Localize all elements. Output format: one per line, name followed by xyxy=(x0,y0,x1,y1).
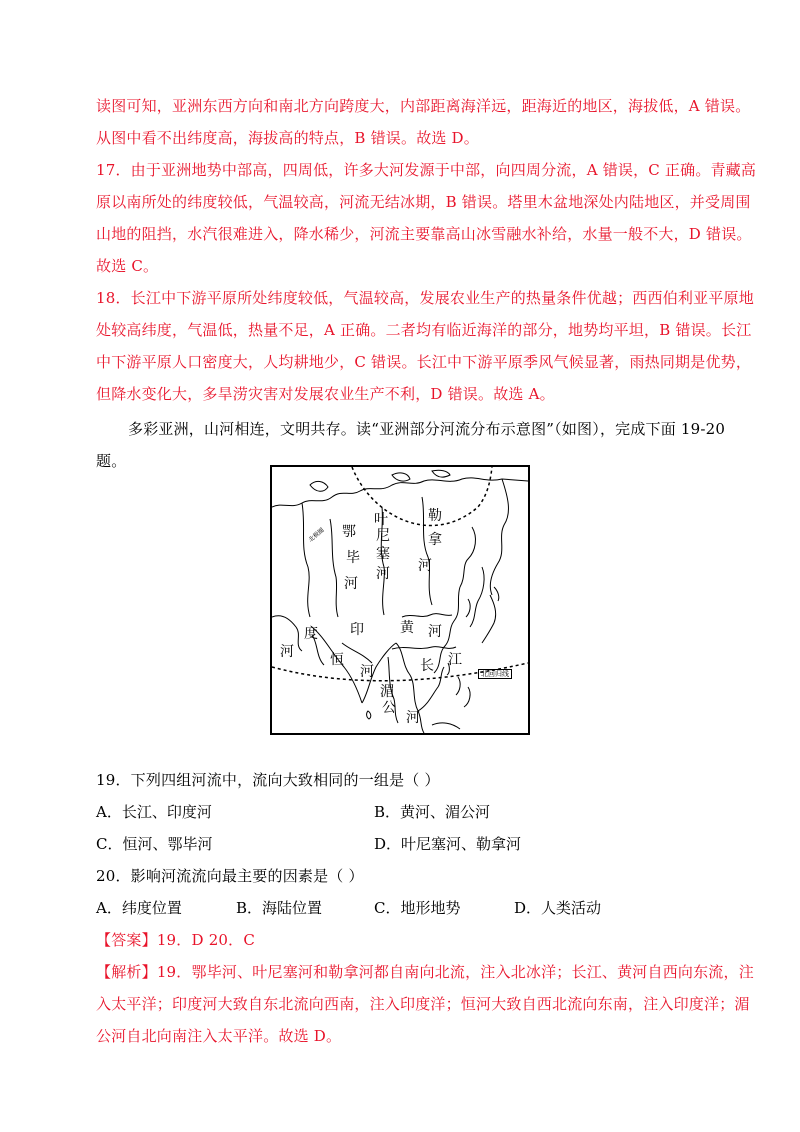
map-label-huang: 黄 xyxy=(400,620,414,636)
map-label-he-indus: 河 xyxy=(280,644,294,660)
map-label-he-mekong: 河 xyxy=(406,710,420,726)
analysis-text-1: 19．鄂毕河、叶尼塞河和勒拿河都自南向北流，注入北冰洋；长江、黄河自西向东流，注 xyxy=(156,963,754,981)
answer-tag: 【答案】 xyxy=(96,931,157,949)
explanation-18-line-3: 中下游平原人口密度大，人均耕地少，C 错误。长江中下游平原季风气候显著，雨热同期是优势， xyxy=(96,353,752,371)
map-label-ye: 叶 xyxy=(374,512,388,528)
analysis-line-1 xyxy=(96,962,754,982)
q20-option-c: C．地形地势 xyxy=(374,899,461,917)
map-label-yin: 印 xyxy=(350,622,364,638)
map-label-he-ob: 河 xyxy=(344,576,358,592)
q19-stem: 19．下列四组河流中，流向大致相同的一组是（ ） xyxy=(96,771,440,789)
q20-option-b: B．海陆位置 xyxy=(236,899,323,917)
map-label-chang: 长 xyxy=(420,658,434,674)
q19-option-c: C．恒河、鄂毕河 xyxy=(96,835,213,853)
explanation-17-line-4: 故选 C。 xyxy=(96,257,159,275)
explanation-18-line-2: 处较高纬度，气温低，热量不足，A 正确。二者均有临近海洋的部分，地势均平坦，B 错误。长江 xyxy=(96,321,752,339)
analysis-line-3: 公河自北向南注入太平洋。故选 D。 xyxy=(96,1027,342,1045)
answer-line xyxy=(96,930,706,950)
explanation-16-line-2: 从图中看不出纬度高，海拔高的特点，B 错误。故选 D。 xyxy=(96,129,479,147)
q19-option-d: D．叶尼塞河、勒拿河 xyxy=(374,835,522,853)
answer-text: 19．D 20．C xyxy=(156,931,256,949)
map-label-mei: 湄 xyxy=(380,684,394,700)
q20-option-a: A．纬度位置 xyxy=(96,899,182,917)
q19-option-b: B．黄河、湄公河 xyxy=(374,803,491,821)
map-label-he-lena: 河 xyxy=(418,558,432,574)
explanation-18-line-4: 但降水变化大，多旱涝灾害对发展农业生产不利，D 错误。故选 A。 xyxy=(96,385,555,403)
asia-rivers-map xyxy=(270,465,530,735)
explanation-17-line-3: 山地的阻挡，水汽很难进入，降水稀少，河流主要靠高山冰雪融水补给，水量一般不大，D 错误。 xyxy=(96,225,752,243)
map-label-du: 度 xyxy=(304,626,318,642)
map-label-he-ganges: 河 xyxy=(360,664,374,680)
map-label-he-yenisei: 河 xyxy=(376,566,390,582)
map-label-he-huang: 河 xyxy=(428,624,442,640)
explanation-16-line-1: 读图可知，亚洲东西方向和南北方向跨度大，内部距离海洋远，距海近的地区，海拔低，A 错误。 xyxy=(96,97,751,115)
explanation-18-line-1: 18．长江中下游平原所处纬度较低，气温较高，发展农业生产的热量条件优越；西西伯利亚平原地 xyxy=(96,289,754,307)
q20-option-d: D．人类活动 xyxy=(514,899,602,917)
explanation-17-line-1: 17．由于亚洲地势中部高，四周低，许多大河发源于中部，向四周分流，A 错误，C 正确。青藏高 xyxy=(96,161,757,179)
q20-stem: 20．影响河流流向最主要的因素是（ ） xyxy=(96,867,364,885)
map-label-bi: 毕 xyxy=(346,550,360,566)
map-label-ni: 尼 xyxy=(376,528,390,544)
intro-line-1: 多彩亚洲，山河相连，文明共存。读“亚洲部分河流分布示意图”（如图），完成下面 19-20 xyxy=(128,420,726,438)
map-label-sai: 塞 xyxy=(376,546,390,562)
map-label-gong: 公 xyxy=(382,700,396,716)
intro-line-2: 题。 xyxy=(96,452,127,470)
map-label-arctic-circle: 北极圈 xyxy=(307,526,326,544)
map-label-le: 勒 xyxy=(428,508,442,524)
q19-option-a: A．长江、印度河 xyxy=(96,803,212,821)
map-label-jiang: 江 xyxy=(448,652,462,668)
analysis-tag: 【解析】 xyxy=(96,963,157,981)
analysis-line-2: 入太平洋；印度河大致自东北流向西南，注入印度洋；恒河大致自西北流向东南，注入印度洋；湄 xyxy=(96,995,750,1013)
explanation-17-line-2: 原以南所处的纬度较低，气温较高，河流无结冰期，B 错误。塔里木盆地深处内陆地区，并受周围 xyxy=(96,193,751,211)
map-label-na: 拿 xyxy=(428,532,442,548)
map-label-tropic: 北回归线 xyxy=(478,669,512,679)
map-linework xyxy=(272,467,528,733)
map-label-heng: 恒 xyxy=(330,652,344,668)
map-label-e: 鄂 xyxy=(342,524,356,540)
